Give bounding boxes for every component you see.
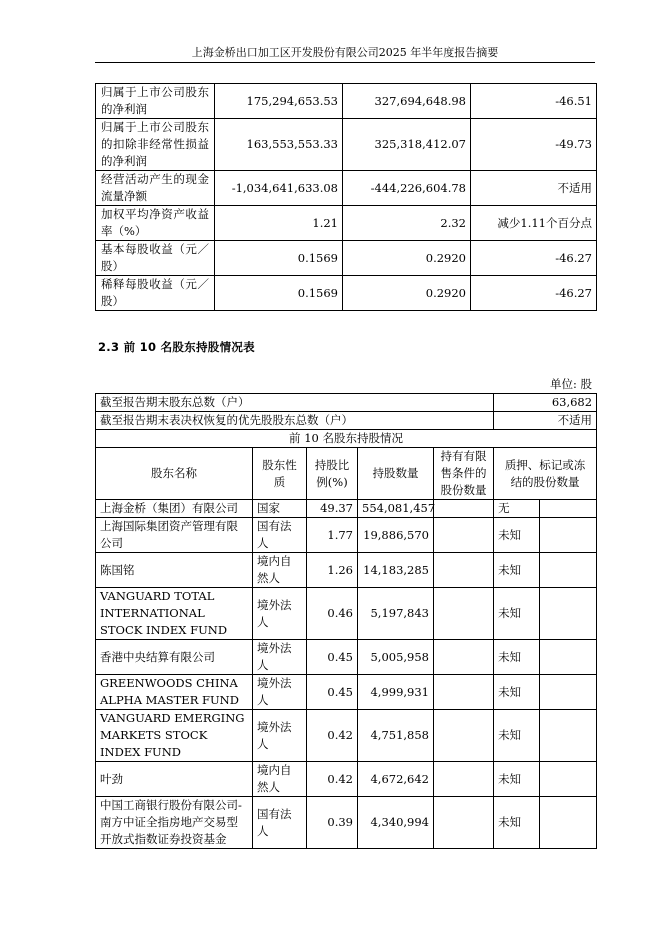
shareholder-name: 香港中央结算有限公司	[96, 640, 253, 675]
shareholder-restricted	[434, 588, 494, 640]
column-header-restricted: 持有有限售条件的股份数量	[434, 448, 494, 500]
column-header-name: 股东名称	[96, 448, 253, 500]
shareholder-ratio: 0.45	[307, 675, 358, 710]
pledge-status: 未知	[494, 640, 540, 675]
shareholder-nature: 境外法人	[253, 640, 307, 675]
shareholder-shares: 554,081,457	[358, 500, 434, 518]
pledge-quantity	[540, 797, 597, 849]
financial-indicators-table	[95, 83, 597, 311]
previous-value: 2.32	[343, 206, 471, 241]
table-row	[96, 675, 597, 710]
shareholder-name: VANGUARD EMERGING MARKETS STOCK INDEX FUND	[96, 710, 253, 762]
pledge-status: 未知	[494, 710, 540, 762]
row-label: 基本每股收益（元／股）	[96, 241, 215, 276]
pledge-quantity	[540, 588, 597, 640]
pledge-status: 未知	[494, 588, 540, 640]
table-row	[96, 553, 597, 588]
table-row	[96, 797, 597, 849]
shareholder-ratio: 0.42	[307, 762, 358, 797]
table-row	[96, 171, 597, 206]
top10-caption-row	[96, 430, 597, 448]
shareholder-shares: 4,340,994	[358, 797, 434, 849]
shareholder-restricted	[434, 500, 494, 518]
shareholder-nature: 国家	[253, 500, 307, 518]
table-row	[96, 241, 597, 276]
shareholder-ratio: 49.37	[307, 500, 358, 518]
shareholder-shares: 4,672,642	[358, 762, 434, 797]
current-value: 0.1569	[215, 241, 343, 276]
pledge-quantity	[540, 640, 597, 675]
shareholder-nature: 境内自然人	[253, 762, 307, 797]
shareholder-restricted	[434, 518, 494, 553]
shareholder-nature: 境外法人	[253, 675, 307, 710]
change-value: -46.27	[471, 241, 597, 276]
shareholder-restricted	[434, 553, 494, 588]
shareholder-name: GREENWOODS CHINA ALPHA MASTER FUND	[96, 675, 253, 710]
shareholder-ratio: 0.46	[307, 588, 358, 640]
shareholder-name: VANGUARD TOTAL INTERNATIONAL STOCK INDEX FUND	[96, 588, 253, 640]
unit-label: 单位: 股	[549, 377, 592, 391]
shareholder-ratio: 1.26	[307, 553, 358, 588]
shareholder-shares: 5,005,958	[358, 640, 434, 675]
pledge-quantity	[540, 675, 597, 710]
shareholder-restricted	[434, 797, 494, 849]
table-row	[96, 710, 597, 762]
row-label: 经营活动产生的现金流量净额	[96, 171, 215, 206]
table-row	[96, 762, 597, 797]
column-header-shares: 持股数量	[358, 448, 434, 500]
preferred-holders-label: 截至报告期末表决权恢复的优先股股东总数（户）	[96, 412, 494, 430]
header-rule	[95, 62, 595, 63]
current-value: 163,553,553.33	[215, 119, 343, 171]
change-value: 减少1.11个百分点	[471, 206, 597, 241]
table-row	[96, 119, 597, 171]
pledge-status: 未知	[494, 675, 540, 710]
total-holders-value: 63,682	[494, 394, 597, 412]
total-holders-label: 截至报告期末股东总数（户）	[96, 394, 494, 412]
column-header-nature: 股东性质	[253, 448, 307, 500]
shareholder-restricted	[434, 675, 494, 710]
shareholder-nature: 境外法人	[253, 588, 307, 640]
pledge-status: 未知	[494, 553, 540, 588]
shareholder-restricted	[434, 762, 494, 797]
shareholder-shares: 5,197,843	[358, 588, 434, 640]
shareholder-name: 上海国际集团资产管理有限公司	[96, 518, 253, 553]
change-value: -46.27	[471, 276, 597, 311]
shareholder-nature: 国有法人	[253, 797, 307, 849]
change-value: -46.51	[471, 84, 597, 119]
change-value: -49.73	[471, 119, 597, 171]
shareholder-shares: 4,999,931	[358, 675, 434, 710]
shareholder-name: 上海金桥（集团）有限公司	[96, 500, 253, 518]
top-shareholders-table	[95, 393, 597, 849]
current-value: 175,294,653.53	[215, 84, 343, 119]
column-header-ratio: 持股比例(%)	[307, 448, 358, 500]
current-value: 1.21	[215, 206, 343, 241]
shareholder-restricted	[434, 710, 494, 762]
pledge-quantity	[540, 518, 597, 553]
row-label: 稀释每股收益（元／股）	[96, 276, 215, 311]
shareholder-nature: 国有法人	[253, 518, 307, 553]
table-row	[96, 500, 597, 518]
shareholder-ratio: 1.77	[307, 518, 358, 553]
previous-value: 0.2920	[343, 241, 471, 276]
shareholder-shares: 19,886,570	[358, 518, 434, 553]
shareholder-name: 陈国铭	[96, 553, 253, 588]
previous-value: 325,318,412.07	[343, 119, 471, 171]
pledge-quantity	[540, 553, 597, 588]
previous-value: 0.2920	[343, 276, 471, 311]
column-header-pledge: 质押、标记或冻结的股份数量	[494, 448, 597, 500]
section-title: 2.3 前 10 名股东持股情况表	[98, 340, 255, 354]
table-row	[96, 206, 597, 241]
current-value: -1,034,641,633.08	[215, 171, 343, 206]
shareholder-nature: 境内自然人	[253, 553, 307, 588]
shareholder-restricted	[434, 640, 494, 675]
column-header-row	[96, 448, 597, 500]
total-holders-row	[96, 394, 597, 412]
shareholder-ratio: 0.39	[307, 797, 358, 849]
table-row	[96, 276, 597, 311]
pledge-status: 未知	[494, 762, 540, 797]
shareholder-shares: 14,183,285	[358, 553, 434, 588]
shareholder-name: 中国工商银行股份有限公司-南方中证全指房地产交易型开放式指数证券投资基金	[96, 797, 253, 849]
pledge-quantity	[540, 710, 597, 762]
table-row	[96, 84, 597, 119]
pledge-quantity	[540, 500, 597, 518]
shareholder-name: 叶劲	[96, 762, 253, 797]
table-row	[96, 640, 597, 675]
current-value: 0.1569	[215, 276, 343, 311]
preferred-holders-value: 不适用	[494, 412, 597, 430]
table-row	[96, 518, 597, 553]
shareholder-ratio: 0.42	[307, 710, 358, 762]
table-row	[96, 588, 597, 640]
row-label: 加权平均净资产收益率（%）	[96, 206, 215, 241]
previous-value: -444,226,604.78	[343, 171, 471, 206]
pledge-status: 无	[494, 500, 540, 518]
shareholder-shares: 4,751,858	[358, 710, 434, 762]
shareholder-nature: 境外法人	[253, 710, 307, 762]
previous-value: 327,694,648.98	[343, 84, 471, 119]
top10-caption: 前 10 名股东持股情况	[96, 430, 597, 448]
pledge-quantity	[540, 762, 597, 797]
pledge-status: 未知	[494, 518, 540, 553]
row-label: 归属于上市公司股东的净利润	[96, 84, 215, 119]
change-value: 不适用	[471, 171, 597, 206]
preferred-holders-row	[96, 412, 597, 430]
pledge-status: 未知	[494, 797, 540, 849]
page-header: 上海金桥出口加工区开发股份有限公司2025 年半年度报告摘要	[191, 46, 499, 59]
shareholder-ratio: 0.45	[307, 640, 358, 675]
row-label: 归属于上市公司股东的扣除非经常性损益的净利润	[96, 119, 215, 171]
